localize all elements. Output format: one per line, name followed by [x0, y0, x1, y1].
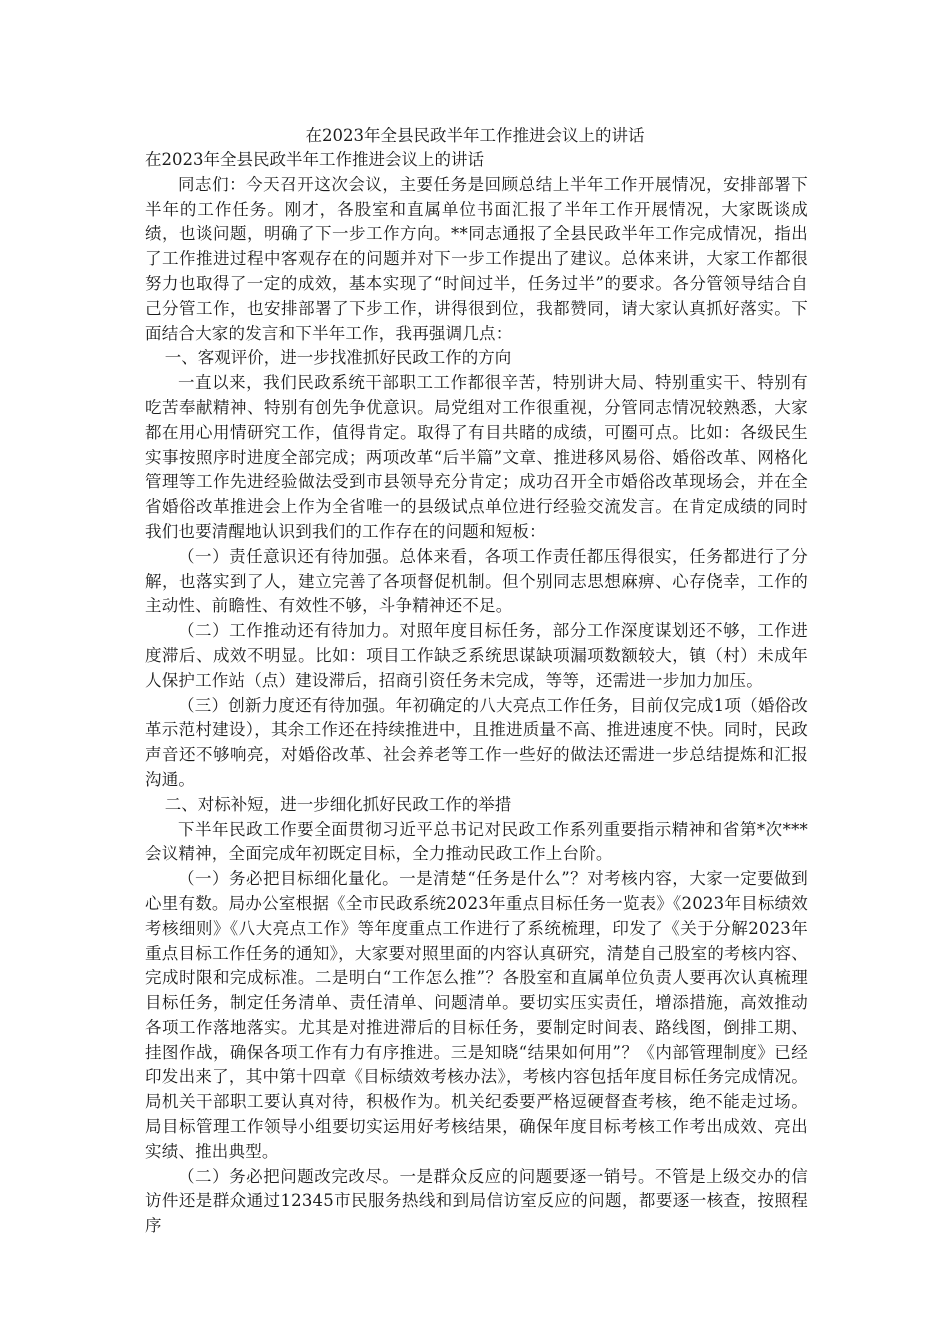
section-heading-2: 二、对标补短，进一步细化抓好民政工作的举措 — [164, 794, 512, 814]
section-heading-1: 一、客观评价，进一步找准抓好民政工作的方向 — [164, 348, 512, 368]
paragraph: （二）工作推动还有待加力。对照年度目标任务，部分工作深度谋划还不够，工作进度滞后、成效不明显。比如：项目工作缺乏系统思谋缺项漏项数额较大，镇（村）未成年人保护工作站（点）建设滞后，招商引资任务未完成，等等，还需进一步加力加压。 — [145, 621, 808, 690]
paragraph-opening: 同志们：今天召开这次会议，主要任务是回顾总结上半年工作开展情况，安排部署下半年的工作任务。刚才，各股室和直属单位书面汇报了半年工作开展情况，大家既谈成绩，也谈问题，明确了下一步工作方向。**同志通报了全县民政半年工作完成情况，指出了工作推进过程中客观存在的问题并对下一步工作提出了建议。总体来讲，大家工作都很努力也取得了一定的成效，基本实现了“时间过半，任务过半”的要求。各分管领导结合自己分管工作，也安排部署了下步工作，讲得很到位，我都赞同，请大家认真抓好落实。下面结合大家的发言和下半年工作，我再强调几点： — [145, 174, 808, 343]
paragraph: （一）责任意识还有待加强。总体来看，各项工作责任都压得很实，任务都进行了分解，也落实到了人，建立完善了各项督促机制。但个别同志思想麻痹、心存侥幸，工作的主动性、前瞻性、有效性不够，斗争精神还不足。 — [145, 546, 808, 616]
document-subtitle: 在2023年全县民政半年工作推进会议上的讲话 — [145, 150, 484, 169]
document-title: 在2023年全县民政半年工作推进会议上的讲话 — [305, 126, 645, 145]
paragraph: 下半年民政工作要全面贯彻习近平总书记对民政工作系列重要指示精神和省第*次***会议精神，全面完成年初既定目标，全力推动民政工作上台阶。 — [145, 819, 808, 864]
document-body — [145, 148, 808, 1239]
paragraph: （三）创新力度还有待加强。年初确定的八大亮点工作任务，目前仅完成1项（婚俗改革示范村建设），其余工作还在持续推进中，且推进质量不高、推进速度不快。同时，民政声音还不够响亮，对婚俗改革、社会养老等工作一些好的做法还需进一步总结提炼和汇报沟通。 — [145, 695, 808, 789]
paragraph: 一直以来，我们民政系统干部职工工作都很辛苦，特别讲大局、特别重实干、特别有吃苦奉献精神、特别有创先争优意识。局党组对工作很重视，分管同志情况较熟悉，大家都在用心用情研究工作，值得肯定。取得了有目共睹的成绩，可圈可点。比如：各级民生实事按照序时进度全部完成；两项改革“后半篇”文章、推进移风易俗、婚俗改革、网格化管理等工作先进经验做法受到市县领导充分肯定；成功召开全市婚俗改革现场会，并在全省婚俗改革推进会上作为全省唯一的县级试点单位进行经验交流发言。在肯定成绩的同时我们也要清醒地认识到我们的工作存在的问题和短板： — [145, 373, 808, 541]
paragraph: （一）务必把目标细化量化。一是清楚“任务是什么”？对考核内容，大家一定要做到心里有数。局办公室根据《全市民政系统2023年重点目标任务一览表》《2023年目标绩效考核细则》《八大亮点工作》等年度重点工作进行了系统梳理，印发了《关于分解2023年重点目标工作任务的通知》，大家要对照里面的内容认真研究，清楚自己股室的考核内容、完成时限和完成标准。二是明白“工作怎么推”？各股室和直属单位负责人要再次认真梳理目标任务，制定任务清单、责任清单、问题清单。要切实压实责任，增添措施，高效推动各项工作落地落实。尤其是对推进滞后的目标任务，要制定时间表、路线图，倒排工期、挂图作战，确保各项工作有力有序推进。三是知晓“结果如何用”？《内部管理制度》已经印发出来了，其中第十四章《目标绩效考核办法》，考核内容包括年度目标任务完成情况。局机关干部职工要认真对待，积极作为。机关纪委要严格逗硬督查考核，绝不能走过场。局目标管理工作领导小组要切实运用好考核结果，确保年度目标考核工作考出成效、亮出实绩、推出典型。 — [145, 869, 808, 1161]
paragraph: （二）务必把问题改完改尽。一是群众反应的问题要逐一销号。不管是上级交办的信访件还是群众通过12345市民服务热线和到局信访室反应的问题，都要逐一核查，按照程序 — [145, 1166, 808, 1236]
